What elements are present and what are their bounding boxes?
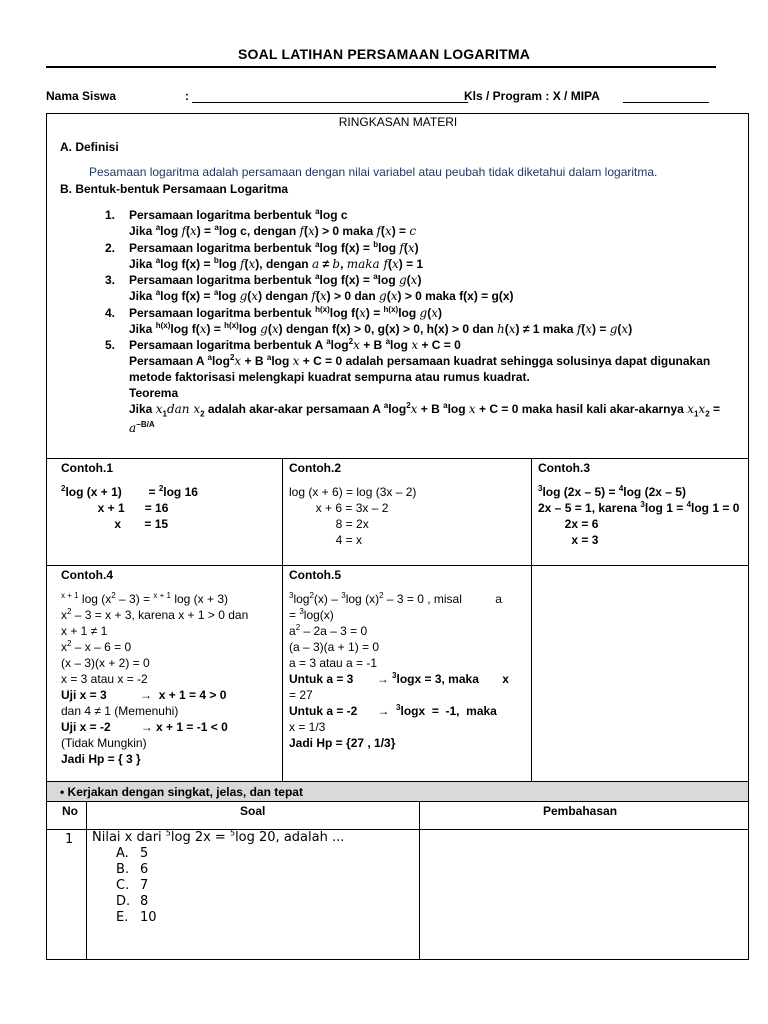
- answer-option: [116, 910, 157, 926]
- example-line: $^{x + 1}$ $\log (x^2 - 3) = ^{x + 1}$ log (x + 3): [61, 591, 229, 606]
- grid-line: [46, 801, 749, 802]
- document-title: SOAL LATIHAN PERSAMAAN LOGARITMA: [237, 46, 531, 62]
- example-line: 8 = 2x: [289, 517, 369, 531]
- example-5-body: [289, 591, 525, 751]
- grid-line: [46, 565, 749, 566]
- option-value: 5: [140, 846, 149, 861]
- answer-option: [116, 862, 148, 878]
- summary-heading: RINGKASAN MATERI: [338, 115, 458, 129]
- grid-line: [282, 458, 283, 781]
- example-2-heading: Contoh.2: [289, 461, 341, 475]
- example-3: [538, 460, 739, 548]
- example-line: a = 3 atau a = -1: [289, 656, 378, 670]
- example-line: log (x + 6) = log (3x – 2): [289, 485, 417, 499]
- grid-line: [46, 458, 749, 459]
- grid-line: [531, 458, 532, 781]
- example-line: x = 3 atau x = -2: [61, 672, 148, 686]
- form-item-line: Persamaan logaritma berbentuk $^a$log f(x) = $^b$log f(x): [129, 240, 419, 255]
- form-item-line: $a^{-B/A}$: [129, 420, 155, 435]
- example-line: Untuk a = 3 → $^3$logx = 3, maka x: [289, 671, 509, 686]
- form-item-line: Persamaan logaritma berbentuk A $^a\log^2x + B$ $^a$log x + C = 0: [129, 337, 461, 352]
- question-text: Nilai x dari $^5$log 2x = $^5$log 20, adalah ...: [92, 828, 345, 845]
- option-key: C.: [116, 878, 130, 893]
- title-underline: [46, 66, 716, 68]
- class-program-field[interactable]: [623, 102, 709, 103]
- form-item-line: Persamaan logaritma berbentuk $^a$log c: [129, 207, 348, 222]
- definition-text: Pesamaan logaritma adalah persamaan dengan nilai variabel atau peubah tidak diketahui dalam logaritma.: [89, 165, 658, 179]
- student-name-field[interactable]: [192, 102, 468, 103]
- form-item-line: Jika $^{h(x)}$log f(x) = $^{h(x)}$log g(x) dengan f(x) > 0, g(x) > 0, h(x) > 0 dan h(x) ≠ 1 maka f(x) = g(x): [129, 321, 633, 336]
- example-line: Jadi Hp = { 3 }: [61, 752, 141, 766]
- form-item-line: Persamaan logaritma berbentuk $^a$log f(x) = $^a$log g(x): [129, 272, 422, 287]
- section-a-heading: A. Definisi: [60, 140, 119, 154]
- form-item-number: 2.: [105, 241, 116, 255]
- example-1-heading: Contoh.1: [61, 461, 113, 475]
- column-no: No: [62, 804, 78, 818]
- answer-option: [116, 846, 148, 862]
- option-key: B.: [116, 862, 130, 877]
- example-1: [61, 460, 198, 532]
- option-key: E.: [116, 910, 129, 925]
- option-key: A.: [116, 846, 129, 861]
- example-1-body: [61, 484, 198, 532]
- example-line: $^3\log^2(x) - ^3\log$ $(x)^2 - 3 = 0$ , misal a: [289, 591, 502, 606]
- class-program-label: Kls / Program : X / MIPA: [464, 89, 600, 103]
- example-line: x + 1 = 16: [61, 501, 169, 515]
- option-value: 8: [140, 894, 149, 909]
- form-item-line: metode faktorisasi melengkapi kuadrat sempurna atau rumus kuadrat.: [129, 370, 530, 384]
- example-3-body: [538, 484, 739, 548]
- option-value: 7: [140, 878, 149, 893]
- example-line: Jadi Hp = {27 , 1/3}: [289, 736, 396, 750]
- example-line: 4 = x: [289, 533, 363, 547]
- example-line: (Tidak Mungkin): [61, 736, 147, 750]
- example-5-heading: Contoh.5: [289, 568, 341, 582]
- example-line: $x^2 - 3 = x + 3$, karena x + 1 > 0 dan: [61, 607, 249, 622]
- example-2-body: [289, 484, 416, 548]
- form-item-line: Jika $^a$log f(x) = $^a$log g(x) dengan f(x) > 0 dan g(x) > 0 maka f(x) = g(x): [129, 288, 514, 303]
- example-line: $^3$log (2x – 5) = $^4$log (2x – 5): [538, 484, 686, 499]
- student-name-label: Nama Siswa: [46, 89, 117, 103]
- form-item-line: Teorema: [129, 386, 179, 400]
- student-name-colon: :: [185, 89, 189, 103]
- example-line: Uji x = -2 → x + 1 = -1 < 0: [61, 720, 228, 734]
- form-item-line: Persamaan A $^a\log^2x + B$ $^a$log x + C = 0 adalah persamaan kuadrat sehingga solusinya dapat digunakan: [129, 353, 711, 368]
- answer-area[interactable]: [420, 830, 748, 959]
- example-4: [61, 567, 274, 767]
- example-line: x + 1 ≠ 1: [61, 624, 108, 638]
- example-4-body: [61, 591, 274, 767]
- example-5: [289, 567, 525, 751]
- answer-option: [116, 894, 148, 910]
- grid-line: [86, 801, 87, 959]
- example-line: x = 1/3: [289, 720, 326, 734]
- option-value: 10: [140, 910, 157, 925]
- example-line: Untuk a = -2 → $^3$logx = -1, maka: [289, 703, 497, 718]
- example-line: x = 3: [538, 533, 599, 547]
- form-item-line: Persamaan logaritma berbentuk $^{h(x)}$log f(x) = $^{h(x)}$log g(x): [129, 305, 442, 320]
- example-2: [289, 460, 416, 548]
- instruction-text: • Kerjakan dengan singkat, jelas, dan tepat: [60, 785, 303, 799]
- section-b-heading: B. Bentuk-bentuk Persamaan Logaritma: [60, 182, 289, 196]
- example-line: dan 4 ≠ 1 (Memenuhi): [61, 704, 179, 718]
- form-item-number: 4.: [105, 306, 116, 320]
- example-line: Uji x = 3 → x + 1 = 4 > 0: [61, 688, 227, 702]
- example-line: = $^3$log(x): [289, 607, 334, 622]
- example-line: (x – 3)(x + 2) = 0: [61, 656, 150, 670]
- form-item-number: 5.: [105, 338, 116, 352]
- example-3-heading: Contoh.3: [538, 461, 590, 475]
- example-line: x + 6 = 3x – 2: [289, 501, 389, 515]
- form-item-line: Jika $^a$log f(x) = $^b$log f(x), dengan a ≠ b, maka f(x) = 1: [129, 256, 424, 271]
- example-line: 2x = 6: [538, 517, 599, 531]
- example-line: 2x – 5 = 1, karena $^3$log 1 = $^4$log 1 = 0: [538, 500, 740, 515]
- column-soal: Soal: [240, 804, 266, 818]
- student-info-row: [46, 89, 716, 107]
- example-line: x = 15: [61, 517, 169, 531]
- form-item-line: Jika $x_1dan$ $x_2$ adalah akar-akar persamaan A $^a\log^2x + B$ $^a$log x + C = 0 maka hasil kali akar-akarnya $x_1x_2$ =: [129, 401, 720, 419]
- example-line: = 27: [289, 688, 313, 702]
- question-number: 1: [65, 832, 74, 847]
- example-line: $^2$log (x + 1) = $^2$log 16: [61, 484, 198, 499]
- example-line: (a – 3)(a + 1) = 0: [289, 640, 380, 654]
- answer-option: [116, 878, 148, 894]
- option-value: 6: [140, 862, 149, 877]
- column-pembahasan: Pembahasan: [543, 804, 618, 818]
- form-item-number: 3.: [105, 273, 116, 287]
- example-line: $a^2 - 2a - 3 = 0$: [289, 623, 368, 638]
- option-key: D.: [116, 894, 131, 909]
- form-item-line: Jika $^a$log f(x) = $^a$log c, dengan f(x) > 0 maka f(x) = c: [129, 223, 417, 238]
- example-line: $x^2 - x - 6 = 0$: [61, 639, 132, 654]
- form-item-number: 1.: [105, 208, 116, 222]
- example-4-heading: Contoh.4: [61, 568, 113, 582]
